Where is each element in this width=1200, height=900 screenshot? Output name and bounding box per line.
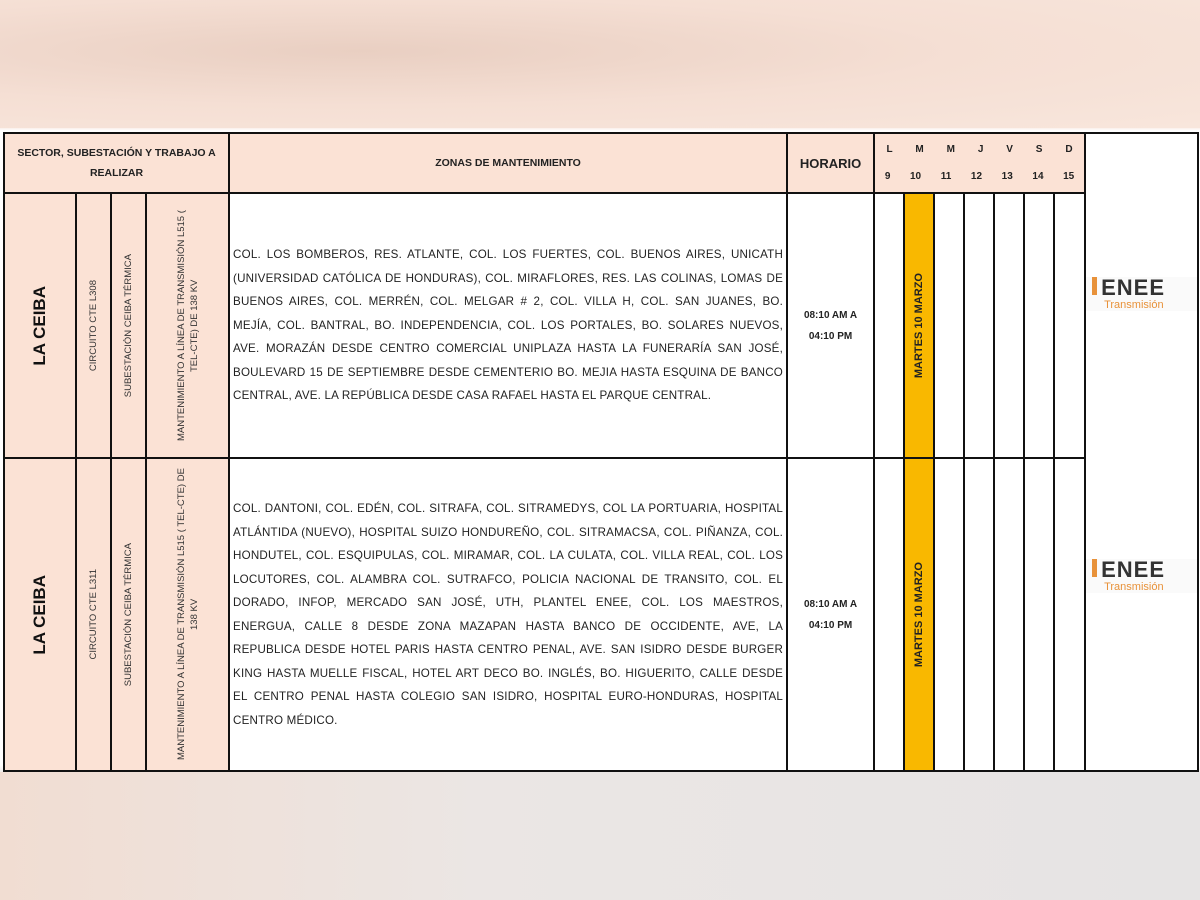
zonas-header: ZONAS DE MANTENIMIENTO [229,133,787,193]
logo-name: ENEE [1101,275,1165,300]
sector-label: LA CEIBA [30,574,49,655]
day-cell-highlighted [904,193,934,458]
day-number: 12 [970,171,983,182]
day-cell [1054,458,1085,771]
enee-logo [1086,559,1197,593]
day-cell [964,193,994,458]
day-cell [874,193,904,458]
trabajo-label: MANTENIMIENTO A LÍNEA DE TRANSMISIÓN L515 ( TEL-CTE) DE 138 KV [175,468,200,761]
enee-logo [1086,277,1197,311]
circuito-label: CIRCUITO CTE L311 [88,569,99,660]
days-header [874,133,1085,193]
horario-end: 04:10 PM [808,330,853,342]
zonas-cell: COL. LOS BOMBEROS, RES. ATLANTE, COL. LOS FUERTES, COL. BUENOS AIRES, UNICATH (UNIVERSIDAD CATÓLICA DE HONDURAS), COL. MIRAFLORES, RES. LAS COLINAS, LOMAS DE BUENOS AIRES, COL. MERRÉN, COL. MELGAR # 2, COL. VILLA H, COL. SAN JUANES, BO. MEJÍA, COL. BANTRAL, BO. INDEPENDENCIA, COL. LOS PORTALES, BO. SOLARES NUEVOS, AVE. MORAZÁN DESDE CENTRO COMERCIAL UNIPLAZA HASTA LA FUNERARÍA SAN JOSÉ, BOULEVARD 15 DE SEPTIEMBRE DESDE CEMENTERIO BO. MEJIA HASTA ESQUINA DE BANCO CENTRAL, AVE. LA REPÚBLICA DESDE CASA RAFAEL HASTA EL PARQUE CENTRAL. [229,193,787,458]
table-row [4,458,1198,771]
day-letter: J [977,144,984,155]
fecha-label: MARTES 10 MARZO [913,561,926,668]
day-letter: M [946,144,955,155]
horario-header: HORARIO [787,133,874,193]
circuito-label: CIRCUITO CTE L308 [88,279,99,372]
day-letter: M [915,144,924,155]
day-cell [1024,458,1054,771]
zonas-cell: COL. DANTONI, COL. EDÉN, COL. SITRAFA, COL. SITRAMEDYS, COL LA PORTUARIA, HOSPITAL ATLÁNTIDA (NUEVO), HOSPITAL SUIZO HONDUREÑO, COL. SITRAMACSA, COL. PIÑANZA, COL. HONDUTEL, COL. ESQUIPULAS, COL. MIRAMAR, COL. LA CULATA, COL. VILLA REAL, COL. LOS LOCUTORES, COL. ALAMBRA COL. SUTRAFCO, POLICIA NACIONAL DE TRANSITO, COL. EL DORADO, INFOP, MERCADO SAN JOSÉ, UTH, PLANTEL ENEE, COL. LOS MAESTROS, ENERGUA, CALLE 8 DESDE ZONA MAZAPAN HASTA BANCO DE OCCIDENTE, AVE, LA REPUBLICA DESDE HOTEL PARIS HASTA CENTRO PENAL, AVE. SAN ISIDRO DESDE BURGER KING HASTA MUELLE FISCAL, HOTEL ART DECO BO. INGLÉS, BO. HIGUERITO, CALLE DESDE EL CENTRO PENAL HASTA COLEGIO SAN ISIDRO, HOSPITAL EURO-HONDURAS, HOSPITAL CENTRO MÉDICO. [229,458,787,771]
horario-start: 08:10 AM A [803,598,858,610]
day-cell [874,458,904,771]
day-number: 13 [1001,171,1013,182]
circuito-cell [76,458,111,771]
day-cell [994,458,1024,771]
horario-cell [787,458,874,771]
maintenance-schedule-table [3,132,1199,772]
day-number: 15 [1063,171,1075,182]
day-number: 9 [884,171,891,182]
logo-column [1085,133,1198,771]
day-cell [964,458,994,771]
subestacion-cell [111,458,146,771]
logo-mark-icon [1092,559,1097,577]
day-number: 11 [940,171,952,182]
day-letter: S [1035,144,1043,155]
trabajo-cell [146,193,229,458]
header-row [4,133,1198,193]
trabajo-label: MANTENIMIENTO A LÍNEA DE TRANSMISIÓN L515 ( TEL-CTE) DE 138 KV [175,210,200,441]
subestacion-cell [111,193,146,458]
day-letters [875,144,1084,155]
sector-label: LA CEIBA [30,285,49,366]
day-letter: V [1006,144,1013,155]
sector-cell [4,458,76,771]
trabajo-cell [146,458,229,771]
background-top [0,0,1200,128]
subestacion-label: SUBESTACIÓN CEIBA TÉRMICA [123,253,134,398]
day-number: 10 [910,171,922,182]
logo-mark-icon [1092,277,1097,295]
fecha-label: MARTES 10 MARZO [913,272,926,379]
day-cell [1054,193,1085,458]
horario-end: 04:10 PM [808,619,853,631]
day-cell [934,458,964,771]
sector-cell [4,193,76,458]
subestacion-label: SUBESTACIÓN CEIBA TÉRMICA [123,542,134,687]
circuito-cell [76,193,111,458]
horario-start: 08:10 AM A [803,309,858,321]
background-bottom [0,772,1200,900]
day-number: 14 [1032,171,1044,182]
logo-name: ENEE [1101,557,1165,582]
sector-header: SECTOR, SUBESTACIÓN Y TRABAJO A REALIZAR [4,133,229,193]
day-cell [994,193,1024,458]
day-numbers [875,171,1084,182]
day-cell [1024,193,1054,458]
day-letter: L [886,144,893,155]
day-letter: D [1065,144,1073,155]
logo-sub: Transmisión [1104,581,1164,593]
day-cell-highlighted [904,458,934,771]
horario-cell [787,193,874,458]
logo-sub: Transmisión [1104,299,1164,311]
table-row [4,193,1198,458]
day-cell [934,193,964,458]
